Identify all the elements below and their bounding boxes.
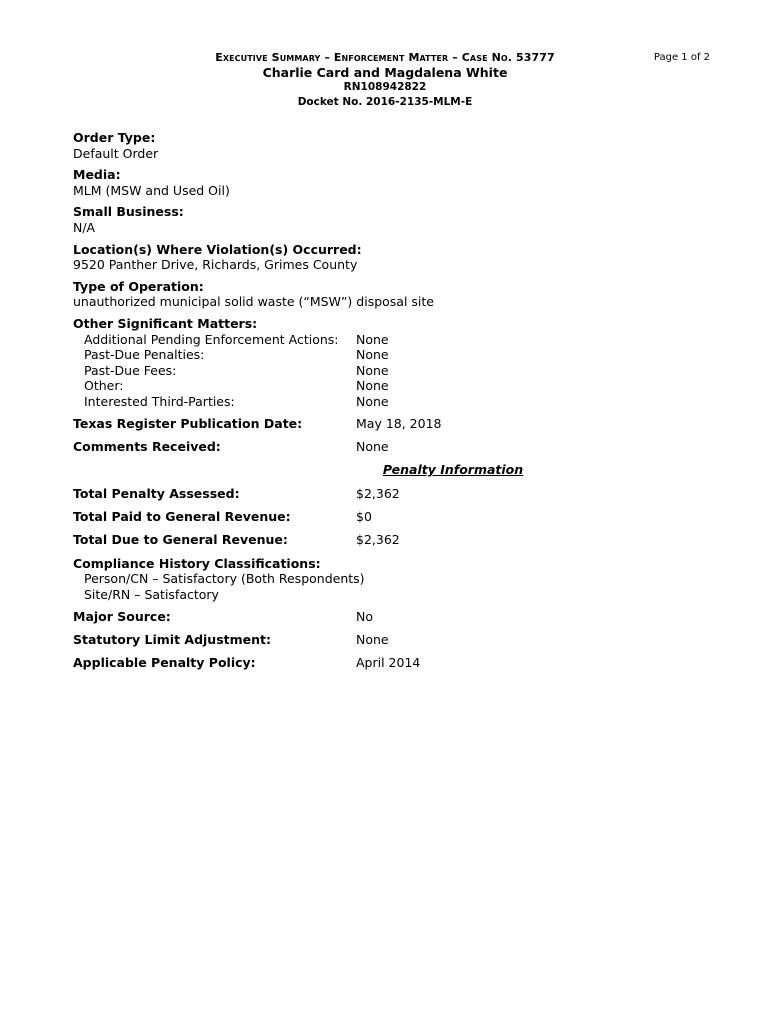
other-matter-label: Additional Pending Enforcement Actions:	[84, 331, 339, 347]
other-matter-value: None	[356, 393, 389, 409]
other-matter-value: None	[356, 378, 389, 394]
publication-date-label: Texas Register Publication Date:	[73, 415, 303, 431]
document-title	[0, 50, 770, 110]
other-matters-label: Other Significant Matters:	[73, 315, 258, 331]
publication-date-value: May 18, 2018	[356, 415, 442, 431]
other-matter-value: None	[356, 362, 389, 378]
other-matter-row	[73, 363, 713, 379]
compliance-section	[73, 556, 713, 603]
penalty-value: $0	[356, 509, 372, 525]
penalty-row	[73, 532, 713, 548]
other-matter-value: None	[356, 347, 389, 363]
penalty-row	[73, 486, 713, 502]
other-matter-row	[73, 347, 713, 363]
other-matter-label: Past-Due Fees:	[84, 362, 177, 378]
operation-section	[73, 279, 713, 310]
other-matter-value: None	[356, 331, 389, 347]
compliance-label: Compliance History Classifications:	[73, 555, 321, 571]
comments-label: Comments Received:	[73, 438, 221, 454]
location-value: 9520 Panther Drive, Richards, Grimes County	[73, 257, 358, 273]
small-business-value: N/A	[73, 219, 96, 235]
small-business-label: Small Business:	[73, 204, 184, 220]
major-source-row	[73, 609, 713, 625]
other-matter-label: Interested Third-Parties:	[84, 393, 235, 409]
title-line-respondents: Charlie Card and Magdalena White	[262, 65, 508, 80]
location-label: Location(s) Where Violation(s) Occurred:	[73, 241, 362, 257]
major-source-label: Major Source:	[73, 608, 171, 624]
media-label: Media:	[73, 167, 121, 183]
other-matter-row	[73, 332, 713, 348]
other-matter-label: Past-Due Penalties:	[84, 347, 205, 363]
penalty-policy-row	[73, 655, 713, 671]
compliance-person: Person/CN – Satisfactory (Both Respondents)	[84, 571, 365, 587]
comments-row	[73, 439, 713, 455]
other-matters-section	[73, 316, 713, 410]
penalty-value: $2,362	[356, 485, 400, 501]
title-line-case: Executive Summary – Enforcement Matter – Case No. 53777	[215, 51, 555, 64]
publication-date-row	[73, 416, 713, 432]
operation-value: unauthorized municipal solid waste (“MSW”) disposal site	[73, 294, 434, 310]
media-value: MLM (MSW and Used Oil)	[73, 182, 230, 198]
penalty-label: Total Paid to General Revenue:	[73, 509, 291, 525]
penalty-row	[73, 509, 713, 525]
penalty-label: Total Penalty Assessed:	[73, 485, 240, 501]
statutory-limit-label: Statutory Limit Adjustment:	[73, 632, 271, 648]
title-line-docket: Docket No. 2016-2135-MLM-E	[297, 96, 473, 108]
other-matter-row	[73, 378, 713, 394]
other-matter-row	[73, 394, 713, 410]
penalty-policy-value: April 2014	[356, 655, 421, 671]
page-number: Page 1 of 2	[653, 52, 710, 63]
small-business-section	[73, 204, 713, 235]
title-line-rn: RN108942822	[343, 81, 427, 93]
order-type-label: Order Type:	[73, 130, 156, 145]
other-matter-label: Other:	[84, 378, 124, 394]
statutory-limit-row	[73, 632, 713, 648]
comments-value: None	[356, 438, 389, 454]
compliance-site: Site/RN – Satisfactory	[84, 587, 219, 603]
order-type-value: Default Order	[73, 145, 159, 161]
penalty-information-heading: Penalty Information	[382, 462, 524, 478]
penalty-policy-label: Applicable Penalty Policy:	[73, 655, 256, 671]
media-section	[73, 167, 713, 198]
summary-content	[73, 130, 713, 679]
penalty-value: $2,362	[356, 532, 400, 548]
penalty-label: Total Due to General Revenue:	[73, 532, 288, 548]
order-type-section	[73, 130, 713, 161]
major-source-value: No	[356, 608, 373, 624]
location-section	[73, 242, 713, 273]
operation-label: Type of Operation:	[73, 278, 204, 294]
statutory-limit-value: None	[356, 632, 389, 648]
